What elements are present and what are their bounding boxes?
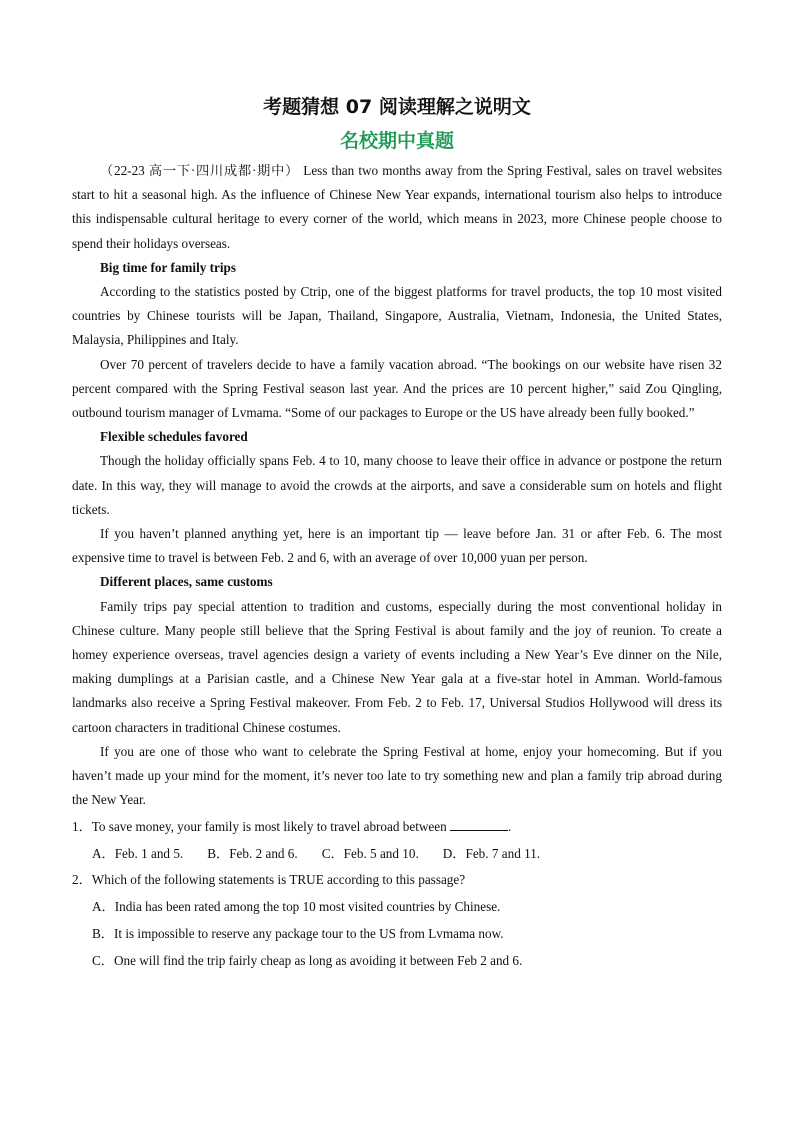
question-stem: Which of the following statements is TRUE according to this passage? xyxy=(91,872,466,888)
option-c[interactable]: C．Feb. 5 and 10. xyxy=(321,846,419,862)
intro-text: Less than two months away from the Spring Festival, sales on travel websites start to hit a seasonal high. As the influence of Chinese New Year expands, international tourism also helps to introduce this indispensable cultural heritage to every corner of the world, which means in 2023, more Chinese people choose to spend their holidays overseas. xyxy=(72,163,723,251)
question-1 xyxy=(72,814,722,840)
question-2 xyxy=(72,867,722,893)
paragraph: If you are one of those who want to celebrate the Spring Festival at home, enjoy your homecoming. But if you haven’t made up your mind for the moment, it’s never too late to try something new and plan a family trip abroad during the New Year. xyxy=(72,743,722,808)
paragraph: According to the statistics posted by Ctrip, one of the biggest platforms for travel products, the top 10 most visited countries by Chinese tourists will be Japan, Thailand, Singapore, Australia, Vietnam, Indonesia, the United States, Malaysia, Philippines and Italy. xyxy=(72,284,722,348)
section-heading: Flexible schedules favored xyxy=(100,429,248,445)
option-b[interactable]: B．Feb. 2 and 6. xyxy=(207,846,298,862)
paragraph: Over 70 percent of travelers decide to have a family vacation abroad. “The bookings on our website have risen 32 percent compared with the Spring Festival season last year. And the prices are 10 percent higher,” said Zou Qingling, outbound tourism manager of Lvmama. “Some of our packages to Europe or the US have already been fully booked.” xyxy=(72,356,722,421)
question-stem: To save money, your family is most likely to travel abroad between xyxy=(91,819,447,835)
question-1-options xyxy=(72,840,722,867)
question-number: 1． xyxy=(72,819,92,835)
question-number: 2． xyxy=(72,872,92,888)
option-a[interactable]: A．Feb. 1 and 5. xyxy=(92,846,184,862)
document-page xyxy=(72,92,722,974)
section-heading: Different places, same customs xyxy=(100,574,273,590)
page-subtitle: 名校期中真题 xyxy=(339,130,454,152)
option-b[interactable]: B．It is impossible to reserve any package tour to the US from Lvmama now. xyxy=(92,926,504,942)
paragraph: Though the holiday officially spans Feb. 4 to 10, many choose to leave their office in advance or postpone the return date. In this way, they will manage to avoid the crowds at the airports, and save a considerable sum on hotels and flight tickets. xyxy=(72,453,722,517)
paragraph: Family trips pay special attention to tradition and customs, especially during the most conventional holiday in Chinese culture. Many people still believe that the Spring Festival is about family and the joy of reunion. To create a homey experience overseas, travel agencies design a variety of events including a New Year’s Eve dinner on the Nile, making dumplings at a Parisian castle, and a Chinese New Year gala at a five-star hotel in Amman. World-famous landmarks also receive a Spring Festival makeover. From Feb. 2 to Feb. 17, Universal Studios Hollywood will dress its cartoon characters in traditional Chinese costumes. xyxy=(72,598,722,735)
option-d[interactable]: D．Feb. 7 and 11. xyxy=(442,846,541,862)
option-a[interactable]: A．India has been rated among the top 10 most visited countries by Chinese. xyxy=(92,899,501,915)
question-stem-end: . xyxy=(508,819,512,835)
answer-blank[interactable] xyxy=(450,816,508,831)
source-tag: （22-23 高一下·四川成都·期中） xyxy=(100,163,300,178)
section-heading: Big time for family trips xyxy=(100,259,237,275)
paragraph: If you haven’t planned anything yet, here is an important tip — leave before Jan. 31 or after Feb. 6. The most expensive time to travel is between Feb. 2 and 6, with an average of over 10,000 yuan per person. xyxy=(72,526,722,566)
intro-paragraph xyxy=(72,159,722,256)
option-c[interactable]: C．One will find the trip fairly cheap as long as avoiding it between Feb 2 and 6. xyxy=(92,953,523,969)
page-title: 考题猜想 07 阅读理解之说明文 xyxy=(263,96,531,118)
